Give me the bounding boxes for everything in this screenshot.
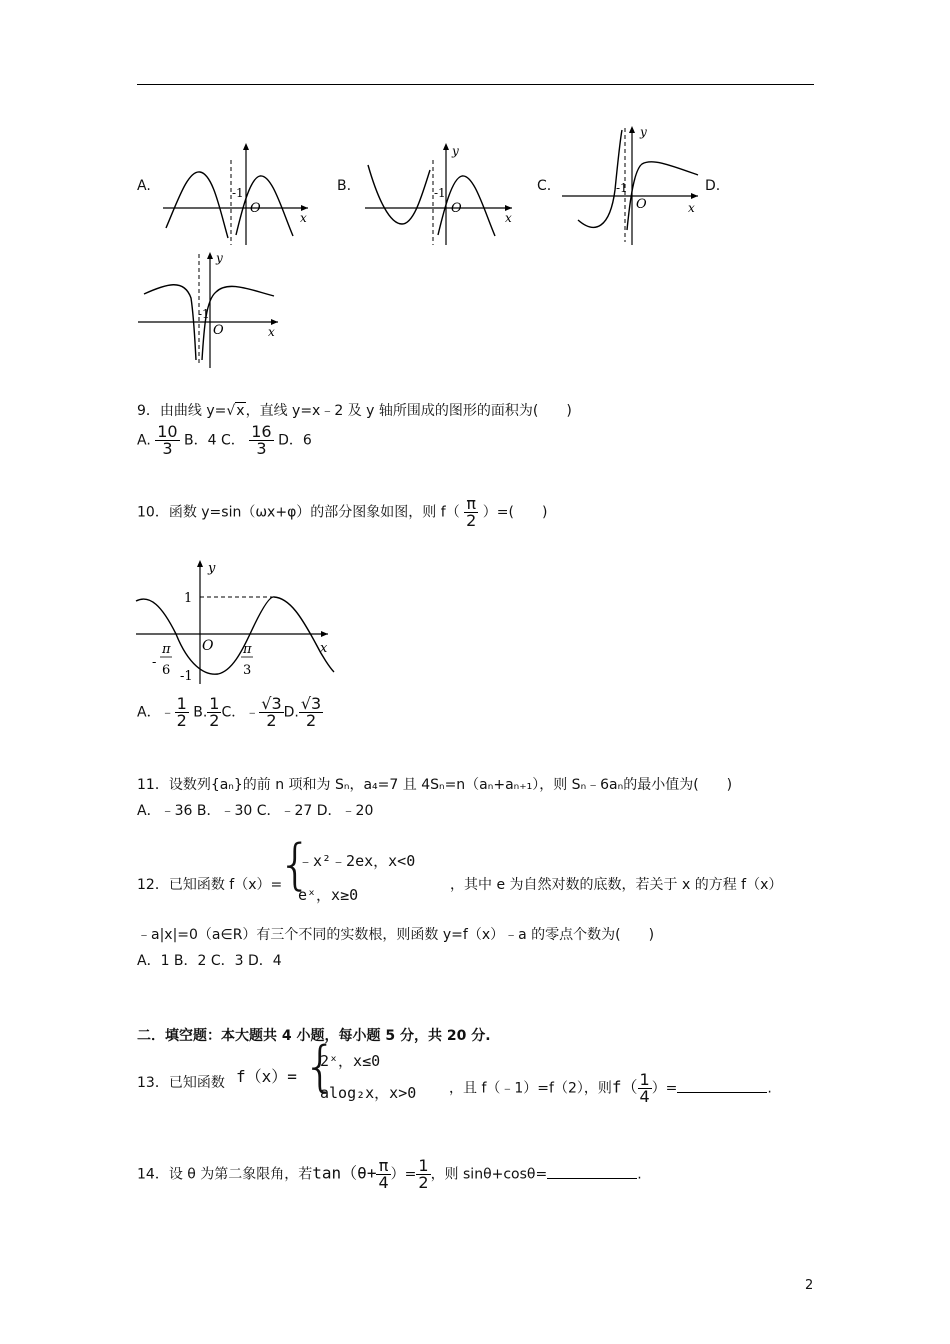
q12-options: A．1 B．2 C．3 D．4 [137,953,282,969]
q14-close: ）= [390,1166,417,1183]
q11-options: A．﹣36 B．﹣30 C．﹣27 D．﹣20 [137,803,374,819]
graph-d-neg-one: -1 [198,307,210,321]
q10-opt-c: C．﹣ [221,704,260,721]
q13-stem-mid-text: ，且 f（﹣1）=f（2），则 [449,1080,612,1097]
q9-opt-d: D．6 [278,432,312,449]
graph-d-x: x [268,325,275,339]
q12-stem-post: ，其中 e 为自然对数的底数，若关于 x 的方程 f（x） [450,877,783,893]
q10-graph-pi6-num: π [162,642,171,657]
sqrt-icon: √ [226,403,236,419]
q10-d-den: 2 [305,711,317,730]
option-a-label: A. [137,178,151,194]
q14-rhs-frac [416,1158,430,1191]
graph-a-x: x [300,211,307,225]
q10-stem-end: ）=( ) [482,504,548,521]
q9-opt-bc: B．4 C． [184,432,245,449]
q9-stem-pre: 9．由曲线 y= [137,403,227,419]
q14-tan: tan（θ+ [312,1163,377,1183]
q10-graph-x: x [320,641,328,656]
q12-case1: ﹣x²﹣2ex，x<0 [298,852,416,870]
q10-a-den: 2 [176,711,187,730]
q10-graph-pi3-num: π [243,642,252,657]
q9-opt-c-frac [249,424,273,457]
q13-case2: alog₂x，x>0 [320,1084,417,1102]
option-c-label: C. [537,178,552,194]
q10-frac-num: π [464,496,478,513]
q14-frac-num: π [376,1158,390,1175]
q14-stem-post: ，则 sinθ+cosθ= [430,1166,548,1183]
q12-line2: ﹣a|x|=0（a∈R）有三个不同的实数根，则函数 y=f（x）﹣a 的零点个数为( ) [137,927,655,943]
q9-stem-post: ，直线 y=x﹣2 及 y 轴所围成的图形的面积为( ) [245,403,572,419]
q10-graph [132,556,347,686]
q10-c-num: √3 [261,694,282,713]
q10-d-num: √3 [300,694,322,713]
graph-a [158,140,318,250]
q10-graph-origin: O [202,638,214,654]
q9-stem [137,400,572,420]
graph-b-origin: O [451,201,462,216]
q10-opt-b-frac [207,696,221,729]
q9-opt-a-label: A. [137,432,151,449]
q13-frac [638,1072,652,1105]
header-rule [137,84,814,85]
q9-opt-a-num: 10 [157,422,178,441]
q10-graph-neg-one: -1 [180,669,193,684]
q11-stem: 11．设数列{aₙ}的前 n 项和为 Sₙ，a₄=7 且 4Sₙ=n（aₙ+aₙ₊₁），则 Sₙ﹣6aₙ的最小值为( ) [137,777,733,793]
q13-fx: f（x）= [236,1067,297,1086]
page-number: 2 [805,1278,814,1293]
q10-c-den: 2 [266,711,277,730]
q9-radicand: x [236,403,245,419]
brace-icon: { [278,833,313,896]
q10-opt-b: B. [193,704,208,721]
graph-c-x: x [688,201,695,215]
q10-options [137,696,323,729]
graph-c-neg-one: -1 [616,181,628,195]
graph-c-y: y [640,125,647,139]
q13-case1: 2ˣ，x≤0 [320,1052,381,1070]
option-d-label: D. [705,178,721,194]
q14-frac [376,1158,390,1191]
graph-d-origin: O [213,323,224,338]
graph-b [360,140,520,250]
q10-graph-pi6-den: 6 [162,663,171,678]
q10-b-num: 1 [209,694,220,713]
q12-case2: eˣ，x≥0 [298,886,359,904]
q14-answer-blank[interactable] [547,1164,637,1179]
graph-a-neg-one: -1 [232,186,244,200]
graph-d-y: y [216,251,223,265]
q14-rhs-den: 2 [418,1173,429,1192]
q9-opt-c-den: 3 [256,439,267,458]
q12-stem-pre: 12．已知函数 f（x）= [137,877,283,893]
q10-stem [137,496,547,529]
option-b-label: B. [337,178,352,194]
section-2-title: 二．填空题：本大题共 4 小题，每小题 5 分，共 20 分. [137,1028,491,1044]
q13-stem-mid [449,1072,772,1105]
graph-b-neg-one: -1 [434,186,446,200]
q13-answer-blank[interactable] [677,1078,767,1093]
q13-stem-pre: 13．已知函数 [137,1075,225,1091]
graph-a-origin: O [250,201,261,216]
q10-opt-a: A．﹣ [137,704,175,721]
q9-opt-a-frac [155,424,179,457]
q10-a-num: 1 [176,694,187,713]
q13-end: . [767,1080,772,1097]
q10-opt-d-frac [299,696,323,729]
q10-graph-one: 1 [184,591,193,606]
graph-d [136,248,286,373]
q10-graph-minus: - [152,655,157,670]
q13-frac-den: 4 [639,1087,650,1106]
q9-opt-c-num: 16 [251,422,272,441]
q14-end: . [637,1166,642,1183]
q14-frac-den: 4 [378,1173,389,1192]
q14-rhs-num: 1 [418,1156,429,1175]
q9-opt-a-den: 3 [162,439,173,458]
q10-graph-pi3-den: 3 [243,663,252,678]
q14-stem [137,1158,642,1191]
q10-opt-a-frac [175,696,189,729]
brace-icon: { [303,1035,338,1098]
graph-c [560,120,710,250]
q14-stem-pre: 14．设 θ 为第二象限角，若 [137,1166,313,1183]
graph-b-x: x [505,211,512,225]
q10-stem-text: 10．函数 y=sin（ωx+φ）的部分图象如图，则 f（ [137,504,460,521]
q13-f-close: ）= [651,1080,678,1097]
graph-b-y: y [452,144,459,158]
q13-f-open: f（ [611,1077,638,1097]
q10-frac-den: 2 [466,511,477,530]
q9-options [137,424,312,457]
q10-graph-y: y [208,561,216,576]
q10-opt-c-frac [259,696,283,729]
q10-b-den: 2 [209,711,220,730]
q10-stem-frac [464,496,478,529]
q13-frac-num: 1 [639,1070,650,1089]
graph-c-origin: O [636,197,647,212]
q10-opt-d: D. [283,704,299,721]
